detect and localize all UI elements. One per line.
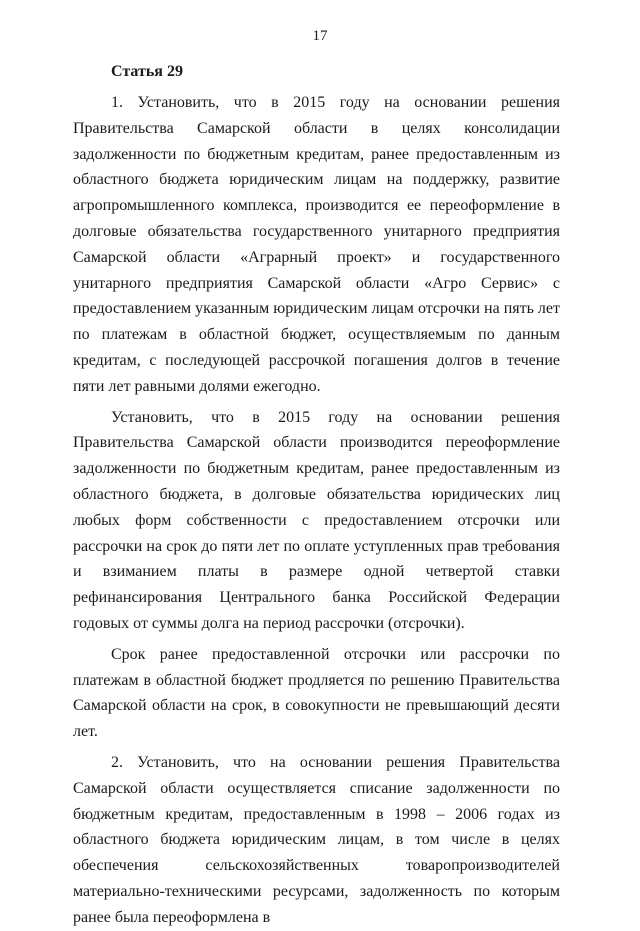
paragraph-2: Установить, что в 2015 году на основании решения Правительства Самарской области производится переоформление задолженности по бюджетным кредитам, ранее предоставленным из областного бюджета, в долговые обязательства юридических лиц любых форм собственности с предоставлением отсрочки или рассрочки на срок до пяти лет по оплате уступленных прав требования и взиманием платы в размере одной четвертой ставки рефинансирования Центрального банка Российской Федерации годовых от суммы долга на период рассрочки (отсрочки). [73,408,560,632]
article-heading: Статья 29 [111,63,183,80]
paragraph-4: 2. Установить, что на основании решения Правительства Самарской области осуществляется списание задолженности по бюджетным кредитам, предоставленным в 1998 – 2006 годах из областного бюджета юридическим лицам, в том числе в целях обеспечения сельскохозяйственных товаропроизводителей материально-техническими ресурсами, задолженность по которым ранее была переоформлена в [73,753,560,926]
document-body [73,90,560,931]
paragraph-1: 1. Установить, что в 2015 году на основании решения Правительства Самарской области в целях консолидации задолженности по бюджетным кредитам, ранее предоставленным из областного бюджета юридическим лицам на поддержку, развитие агропромышленного комплекса, производится ее переоформление в долговые обязательства государственного унитарного предприятия Самарской области «Аграрный проект» и государственного унитарного предприятия Самарской области «Агро Сервис» с предоставлением указанным юридическим лицам отсрочки на пять лет по платежам в областной бюджет, осуществляемым по данным кредитам, с последующей рассрочкой погашения долгов в течение пяти лет равными долями ежегодно. [73,94,560,395]
paragraph-3: Срок ранее предоставленной отсрочки или рассрочки по платежам в областной бюджет продляется по решению Правительства Самарской области на срок, в совокупности не превышающий десяти лет. [73,645,560,741]
page-number: 17 [312,28,328,44]
